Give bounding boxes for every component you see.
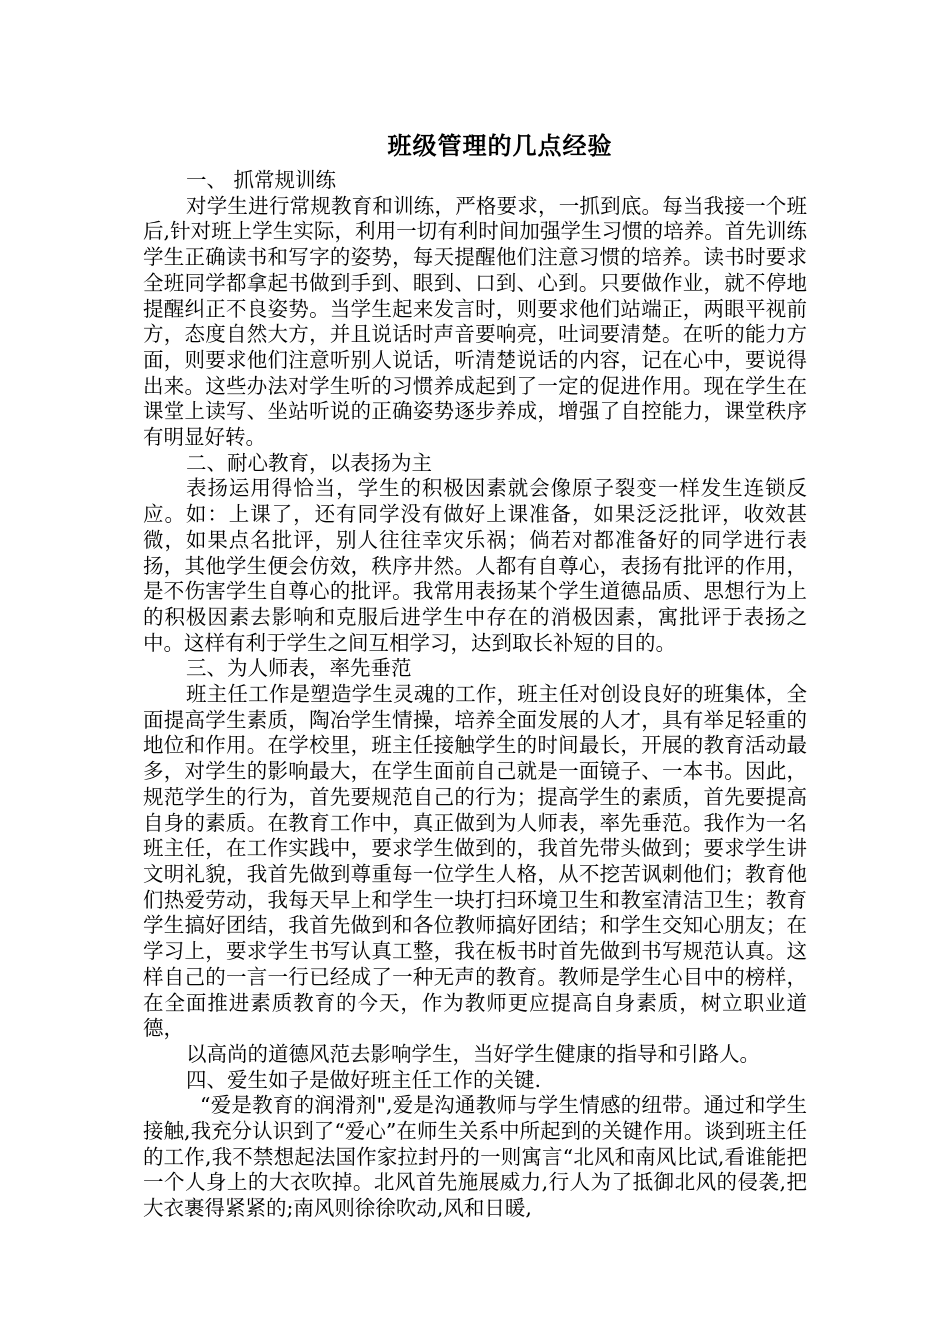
section-heading-4: 四、爱生如子是做好班主任工作的关键.	[186, 1067, 542, 1092]
document-title: 班级管理的几点经验	[387, 131, 613, 160]
section-heading-3: 三、为人师表，率先垂范	[186, 656, 412, 681]
section-2-paragraph-1: 表扬运用得恰当，学生的积极因素就会像原子裂变一样发生连锁反应。如：上课了，还有同学没有做好上课准备，如果泛泛批评，收效甚微，如果点名批评，别人往往幸灾乐祸；倘若对都准备好的同学进行表扬，其他学生便会仿效，秩序井然。人都有自尊心，表扬有批评的作用，是不伤害学生自尊心的批评。我常用表扬某个学生道德品质、思想行为上的积极因素去影响和克服后进学生中存在的消极因素，寓批评于表扬之中。这样有利于学生之间互相学习，达到取长补短的目的。	[143, 476, 807, 655]
section-3-paragraph-1: 班主任工作是塑造学生灵魂的工作，班主任对创设良好的班集体，全面提高学生素质，陶冶学生情操，培养全面发展的人才，具有举足轻重的地位和作用。在学校里，班主任接触学生的时间最长，开展的教育活动最多，对学生的影响最大，在学生面前自己就是一面镜子、一本书。因此，规范学生的行为，首先要规范自己的行为；提高学生的素质，首先要提高自身的素质。在教育工作中，真正做到为人师表，率先垂范。我作为一名班主任，在工作实践中，要求学生做到的，我首先带头做到；要求学生讲文明礼貌，我首先做到尊重每一位学生人格，从不挖苦讽刺他们；教育他们热爱劳动，我每天早上和学生一块打扫环境卫生和教室清洁卫生；教育学生搞好团结，我首先做到和各位教师搞好团结；和学生交知心朋友；在学习上，要求学生书写认真工整，我在板书时首先做到书写规范认真。这样自己的一言一行已经成了一种无声的教育。教师是学生心目中的榜样，在全面推进素质教育的今天，作为教师更应提高自身素质，树立职业道德，	[143, 682, 807, 1041]
section-heading-1: 一、 抓常规训练	[186, 168, 337, 192]
section-4-paragraph-1: “爱是教育的润滑剂",爱是沟通教师与学生情感的纽带。通过和学生接触,我充分认识到了“爱心”在师生关系中所起到的关键作用。谈到班主任的工作,我不禁想起法国作家拉封丹的一则寓言“北风和南风比试,看谁能把一个人身上的大衣吹掉。北风首先施展威力,行人为了抵御北风的侵袭,把大衣裹得紧紧的;南风则徐徐吹动,风和日暖,	[143, 1093, 807, 1221]
section-1-paragraph-1: 对学生进行常规教育和训练，严格要求，一抓到底。每当我接一个班后,针对班上学生实际，利用一切有利时间加强学生习惯的培养。首先训练学生正确读书和写字的姿势，每天提醒他们注意习惯的培养。读书时要求全班同学都拿起书做到手到、眼到、口到、心到。只要做作业，就不停地提醒纠正不良姿势。当学生起来发言时，则要求他们站端正，两眼平视前方，态度自然大方，并且说话时声音要响亮，吐词要清楚。在听的能力方面，则要求他们注意听别人说话，听清楚说话的内容，记在心中，要说得出来。这些办法对学生听的习惯养成起到了一定的促进作用。现在学生在课堂上读写、坐站听说的正确姿势逐步养成，增强了自控能力，课堂秩序有明显好转。	[143, 193, 807, 450]
document-page	[143, 130, 807, 1222]
section-heading-2: 二、耐心教育，以表扬为主	[186, 450, 432, 475]
section-3-paragraph-2: 以高尚的道德风范去影响学生，当好学生健康的指导和引路人。	[186, 1041, 760, 1066]
